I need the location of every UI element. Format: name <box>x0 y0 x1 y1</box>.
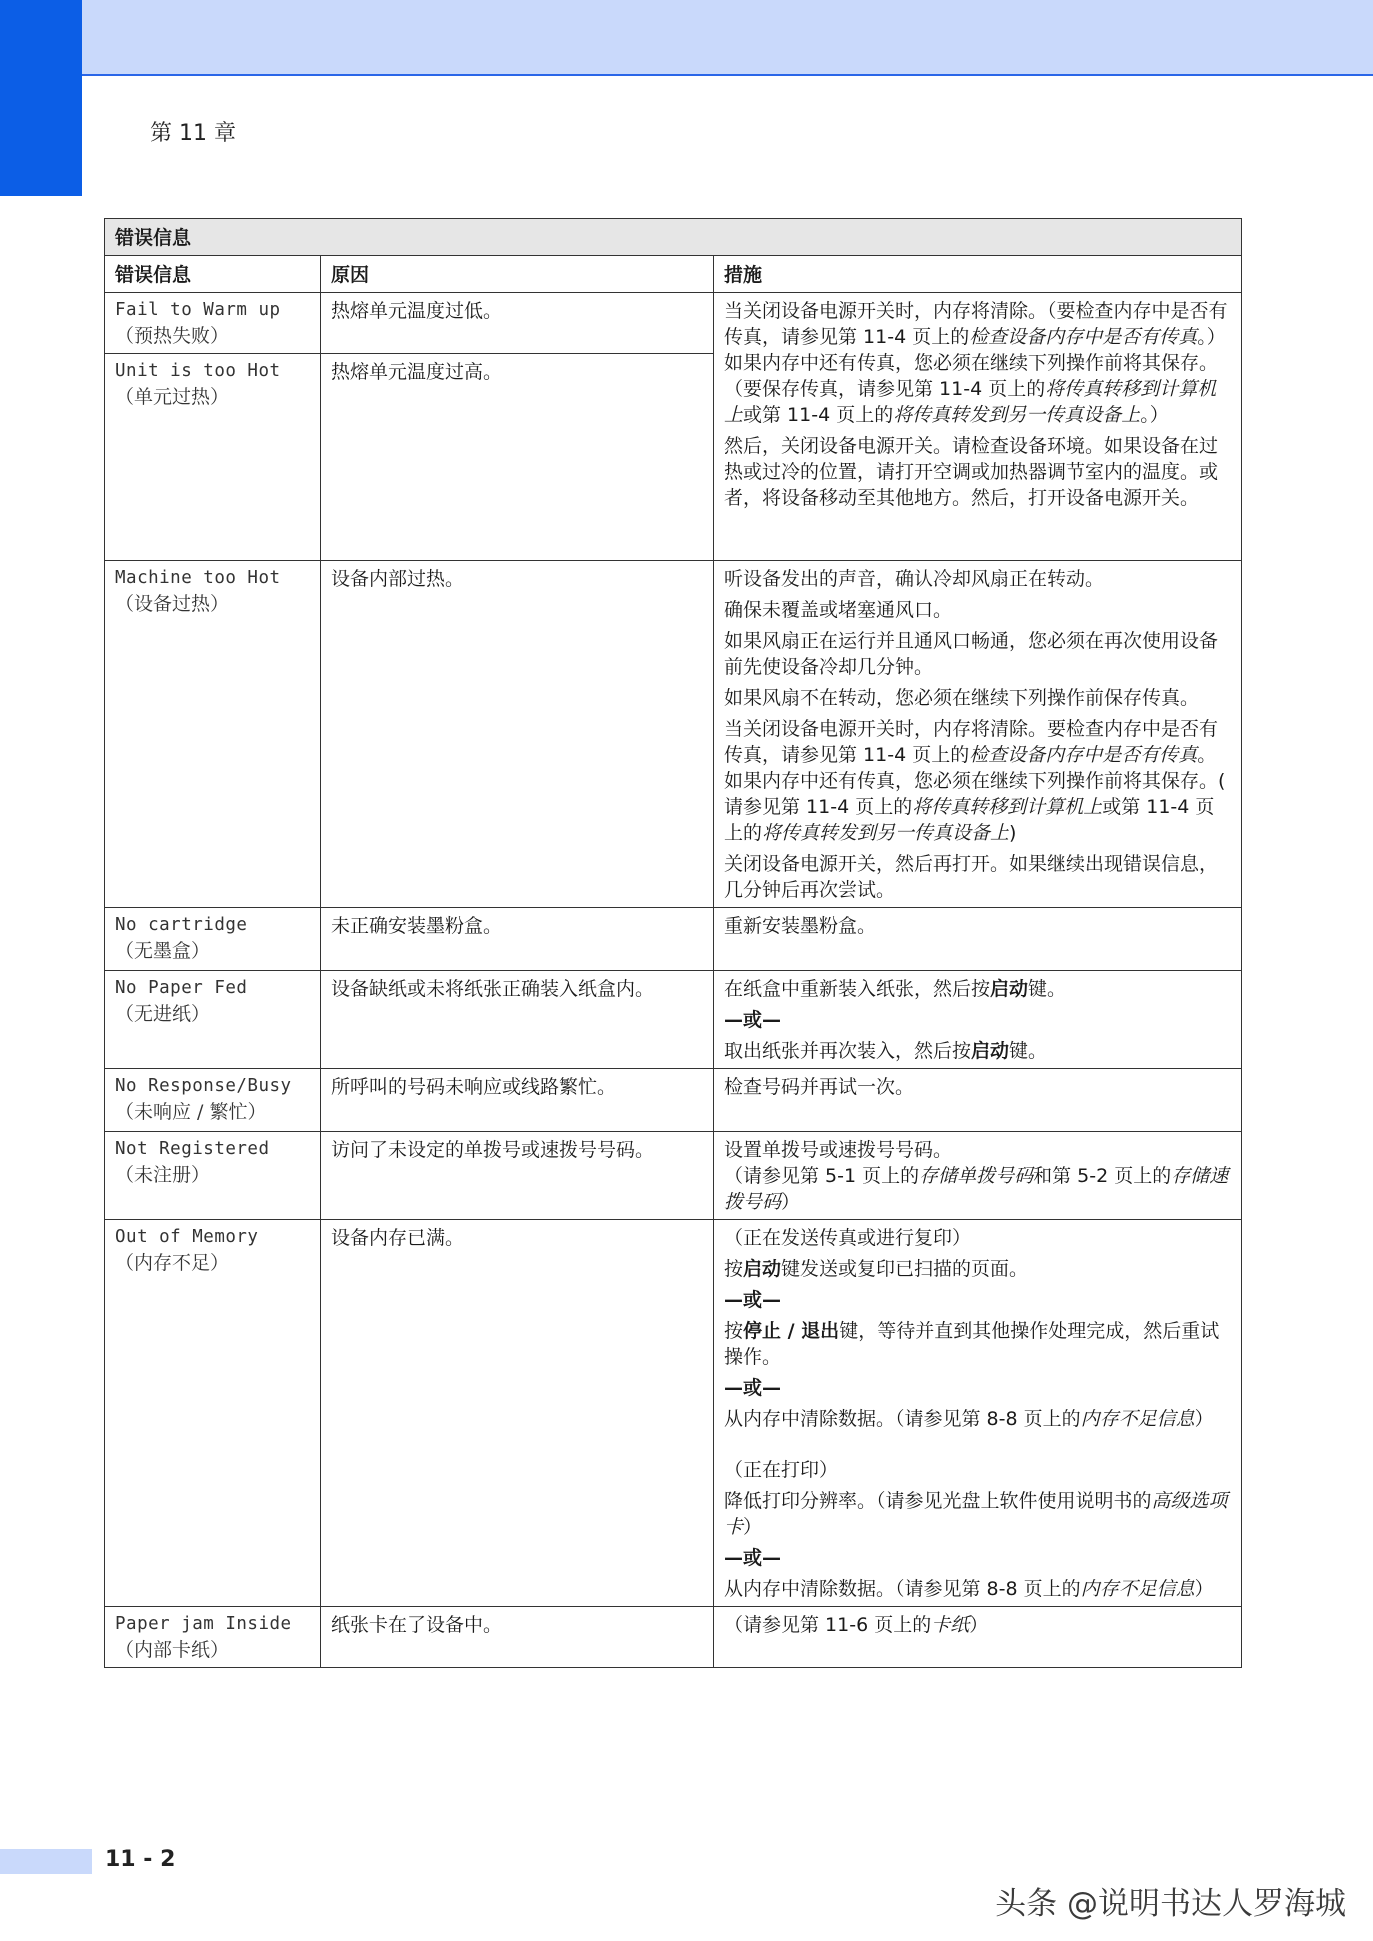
action-cell <box>714 561 1242 908</box>
cause-cell: 所呼叫的号码未响应或线路繁忙。 <box>321 1069 714 1132</box>
action-text: 设置单拨号或速拨号号码。 <box>724 1139 953 1161</box>
error-code: Machine too Hot <box>115 568 281 588</box>
error-code-cell <box>105 293 321 354</box>
error-code-cell <box>105 1132 321 1220</box>
cause-cell: 设备内存已满。 <box>321 1220 714 1607</box>
cause-cell: 设备缺纸或未将纸张正确装入纸盒内。 <box>321 971 714 1069</box>
error-name: （无墨盒） <box>115 940 211 962</box>
or-separator: —或— <box>724 1009 782 1031</box>
action-text: 当关闭设备电源开关时，内存将清除。（要检查内存中是否有传真，请参见第 11-4 页上的检查设备内存中是否有传真。）如果内存中还有传真，您必须在继续下列操作前将其保存。（要保存传真，请参见第 11-4 页上的将传真转移到计算机上或第 11-4 页上的将传真转发到另一传真设备上。） <box>724 300 1228 426</box>
page-number: 11 - 2 <box>105 1847 176 1872</box>
action-cell <box>714 908 1242 971</box>
error-code-cell <box>105 908 321 971</box>
cause-cell: 设备内部过热。 <box>321 561 714 908</box>
error-code-cell <box>105 1607 321 1668</box>
action-cell <box>714 1607 1242 1668</box>
table-row <box>105 908 1242 971</box>
action-text: 按启动键发送或复印已扫描的页面。 <box>724 1258 1029 1280</box>
action-text: 检查号码并再试一次。 <box>724 1076 915 1098</box>
action-text: 如果风扇正在运行并且通风口畅通，您必须在再次使用设备前先使设备冷却几分钟。 <box>724 630 1219 678</box>
table-row <box>105 561 1242 908</box>
error-code: No cartridge <box>115 915 248 935</box>
table-row <box>105 971 1242 1069</box>
action-text: （请参见第 11-6 页上的卡纸） <box>724 1614 989 1636</box>
action-cell <box>714 1220 1242 1607</box>
cause-cell: 热熔单元温度过低。 <box>321 293 714 354</box>
cause-cell: 未正确安装墨粉盒。 <box>321 908 714 971</box>
error-code-cell <box>105 1069 321 1132</box>
error-name: （单元过热） <box>115 386 230 408</box>
table-row <box>105 1220 1242 1607</box>
action-text: 降低打印分辨率。（请参见光盘上软件使用说明书的高级选项卡） <box>724 1490 1228 1538</box>
action-text: 然后，关闭设备电源开关。请检查设备环境。如果设备在过热或过冷的位置，请打开空调或加热器调节室内的温度。或者，将设备移动至其他地方。然后，打开设备电源开关。 <box>724 435 1219 509</box>
error-name: （设备过热） <box>115 593 230 615</box>
error-name: （未响应 / 繁忙） <box>115 1101 267 1123</box>
error-code: No Response/Busy <box>115 1076 292 1096</box>
action-text: 从内存中清除数据。（请参见第 8-8 页上的内存不足信息） <box>724 1578 1214 1600</box>
action-cell <box>714 293 1242 561</box>
action-text: 重新安装墨粉盒。 <box>724 915 877 937</box>
cause-cell: 访问了未设定的单拨号或速拨号号码。 <box>321 1132 714 1220</box>
error-code: Fail to Warm up <box>115 300 281 320</box>
header-band <box>0 0 1373 75</box>
or-separator: —或— <box>724 1547 782 1569</box>
column-header-message: 错误信息 <box>105 256 321 293</box>
action-text: 从内存中清除数据。（请参见第 8-8 页上的内存不足信息） <box>724 1408 1214 1430</box>
action-text: 关闭设备电源开关，然后再打开。如果继续出现错误信息，几分钟后再次尝试。 <box>724 853 1219 901</box>
table-row <box>105 293 1242 354</box>
column-header-cause: 原因 <box>321 256 714 293</box>
error-code: No Paper Fed <box>115 978 248 998</box>
table-title: 错误信息 <box>105 219 1242 256</box>
watermark: 头条 @说明书达人罗海城 <box>995 1886 1346 1922</box>
error-name: （无进纸） <box>115 1003 211 1025</box>
cause-cell: 热熔单元温度过高。 <box>321 354 714 561</box>
error-name: （内存不足） <box>115 1252 230 1274</box>
action-text: 取出纸张并再次装入，然后按启动键。 <box>724 1040 1048 1062</box>
or-separator: —或— <box>724 1289 782 1311</box>
error-code: Paper jam Inside <box>115 1614 292 1634</box>
error-code-cell <box>105 561 321 908</box>
action-text: 按停止 / 退出键，等待并直到其他操作处理完成，然后重试操作。 <box>724 1320 1220 1368</box>
chapter-label: 第 11 章 <box>150 121 236 146</box>
action-cell <box>714 971 1242 1069</box>
error-name: （预热失败） <box>115 325 230 347</box>
error-code-cell <box>105 1220 321 1607</box>
spacer <box>724 1437 1231 1457</box>
error-name: （未注册） <box>115 1164 211 1186</box>
action-text: 当关闭设备电源开关时，内存将清除。要检查内存中是否有传真，请参见第 11-4 页上的检查设备内存中是否有传真。如果内存中还有传真，您必须在继续下列操作前将其保存。( 请参见第 11-4 页上的将传真转移到计算机上或第 11-4 页上的将传真转发到另一传真设备上) <box>724 718 1226 844</box>
error-code-cell <box>105 354 321 561</box>
action-text: 如果风扇不在转动，您必须在继续下列操作前保存传真。 <box>724 687 1200 709</box>
action-text: 听设备发出的声音，确认冷却风扇正在转动。 <box>724 568 1105 590</box>
error-code: Out of Memory <box>115 1227 259 1247</box>
chapter-tab <box>0 0 82 196</box>
column-header-action: 措施 <box>714 256 1242 293</box>
error-code: Not Registered <box>115 1139 270 1159</box>
action-cell <box>714 1069 1242 1132</box>
action-subheading: （正在发送传真或进行复印） <box>724 1227 972 1249</box>
table-row <box>105 1069 1242 1132</box>
error-code-cell <box>105 971 321 1069</box>
footer-band <box>0 1849 92 1874</box>
header-rule <box>82 74 1373 76</box>
action-text: 确保未覆盖或堵塞通风口。 <box>724 599 953 621</box>
table-row <box>105 1132 1242 1220</box>
table-row <box>105 1607 1242 1668</box>
action-cell <box>714 1132 1242 1220</box>
or-separator: —或— <box>724 1377 782 1399</box>
action-text: 在纸盒中重新装入纸张，然后按启动键。 <box>724 978 1067 1000</box>
action-subheading: （正在打印） <box>724 1459 839 1481</box>
error-name: （内部卡纸） <box>115 1639 230 1661</box>
action-text: （请参见第 5-1 页上的存储单拨号码和第 5-2 页上的存储速拨号码） <box>724 1165 1229 1213</box>
error-message-table <box>104 218 1242 1668</box>
error-code: Unit is too Hot <box>115 361 281 381</box>
cause-cell: 纸张卡在了设备中。 <box>321 1607 714 1668</box>
